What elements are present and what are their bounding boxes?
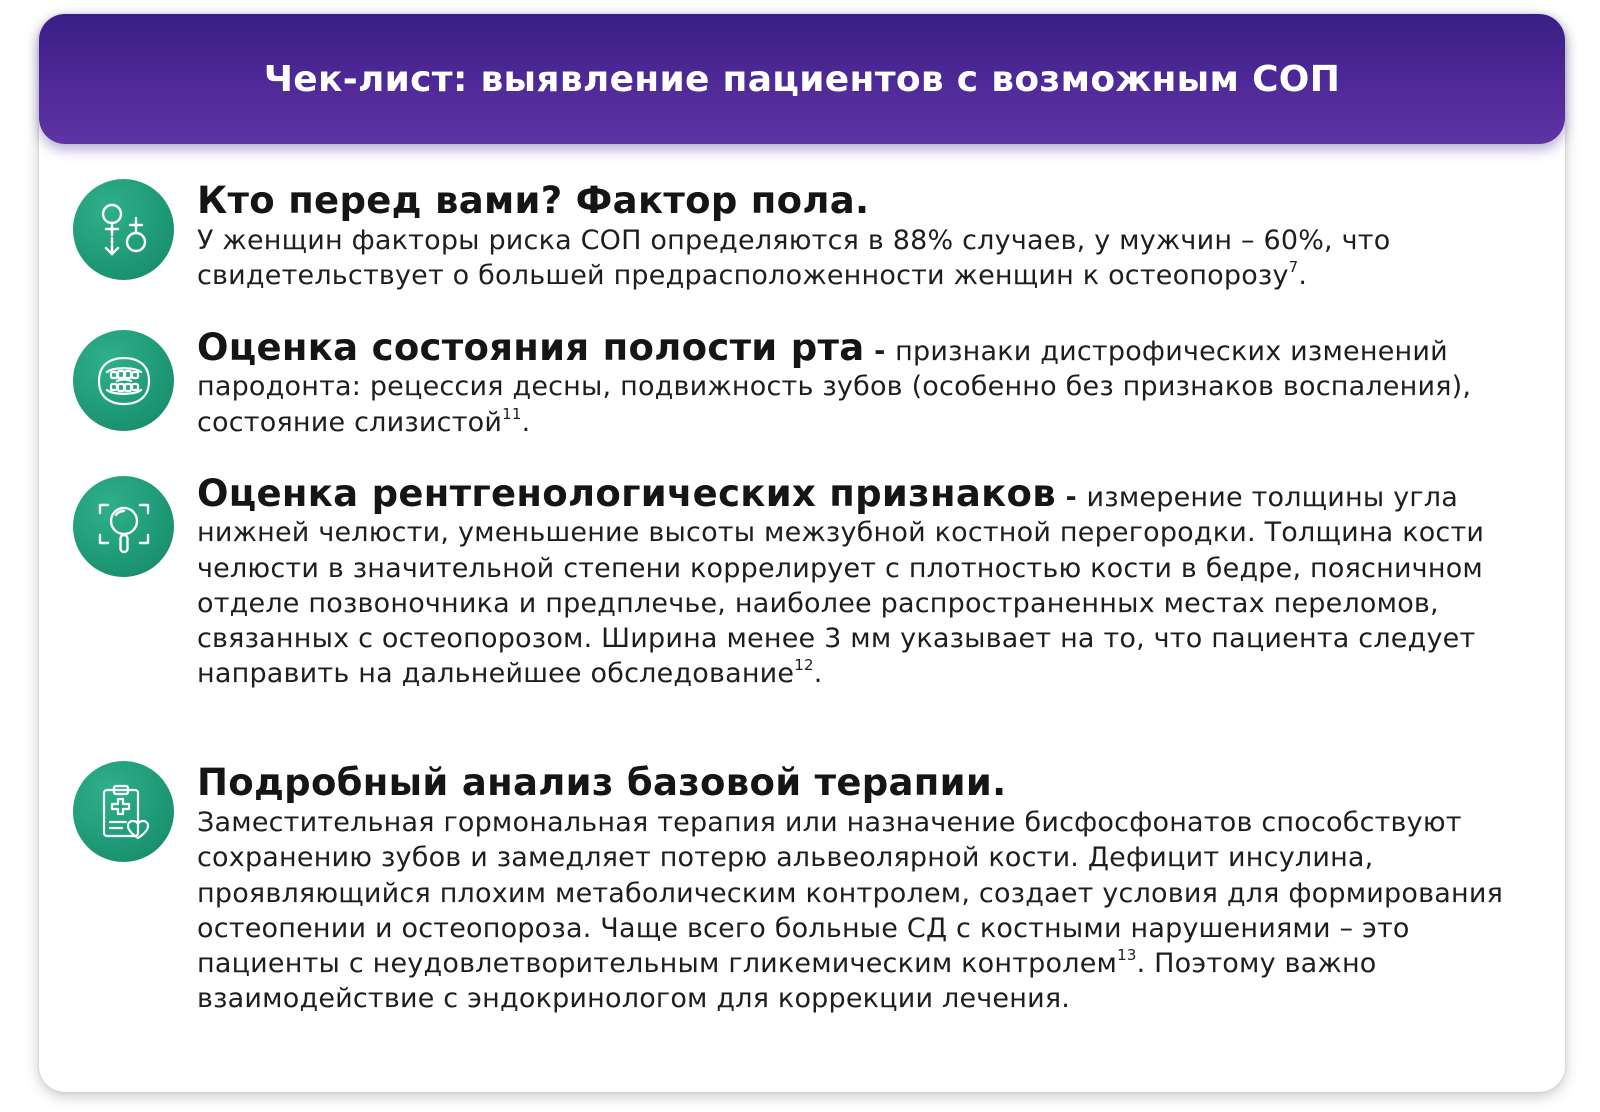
open-mouth-teeth-icon bbox=[73, 330, 174, 431]
section-tail: . bbox=[1298, 260, 1308, 292]
title-separator: - bbox=[864, 336, 896, 367]
title-separator: - bbox=[1055, 482, 1087, 513]
reference-mark: 12 bbox=[794, 656, 814, 675]
magnifier-scan-icon bbox=[73, 476, 174, 577]
section-title: Оценка состояния полости рта bbox=[197, 326, 865, 369]
section-text bbox=[197, 223, 1537, 294]
section-title: Подробный анализ базовой терапии. bbox=[197, 761, 1007, 804]
gender-symbols-icon bbox=[73, 179, 174, 280]
section-text bbox=[197, 326, 1537, 440]
reference-mark: 7 bbox=[1288, 258, 1299, 277]
section-title: Оценка рентгенологических признаков bbox=[197, 472, 1056, 515]
section-text bbox=[197, 805, 1537, 1017]
section-body-continued: . Поэтому важно взаимодействие с эндокринологом для коррекции лечения. bbox=[197, 948, 1377, 1015]
section-body: признаки дистрофических изменений пародонта: рецессия десны, подвижность зубов (особенно без признаков воспаления), состояние слизистой bbox=[197, 336, 1472, 438]
reference-mark: 13 bbox=[1117, 946, 1137, 965]
section-body: Заместительная гормональная терапия или назначение бисфосфонатов способствуют сохранению зубов и замедляет потерю альвеолярной кости. Дефицит инсулина, проявляющийся плохим метаболическим контролем, создает условия для формирования остеопении и остеопороза. Чаще всего больные СД с костными нарушениями – это пациенты с неудовлетворительным гликемическим контролем bbox=[197, 807, 1504, 980]
header-banner bbox=[39, 14, 1565, 144]
section-body: измерение толщины угла нижней челюсти, уменьшение высоты межзубной костной перегородки. Толщина кости челюсти в значительной степени коррелирует с плотностью кости в бедре, поясничном отделе позвоночника и предплечье, наиболее распространенных местах переломов, связанных с остеопорозом. Ширина менее 3 мм указывает на то, что пациента следует направить на дальнейшее обследование bbox=[197, 482, 1485, 690]
section-body: У женщин факторы риска СОП определяются в 88% случаев, у мужчин – 60%, что свидетельствует о большей предрасположенности женщин к остеопорозу bbox=[197, 225, 1391, 292]
section-text bbox=[197, 472, 1537, 692]
section-title: Кто перед вами? Фактор пола. bbox=[197, 179, 870, 222]
section-tail: . bbox=[813, 658, 823, 690]
page-title: Чек-лист: выявление пациентов с возможным СОП bbox=[263, 58, 1341, 100]
medical-clipboard-heart-icon bbox=[73, 761, 174, 862]
section-tail: . bbox=[521, 406, 531, 438]
checklist-card bbox=[39, 14, 1565, 1092]
reference-mark: 11 bbox=[502, 404, 522, 423]
